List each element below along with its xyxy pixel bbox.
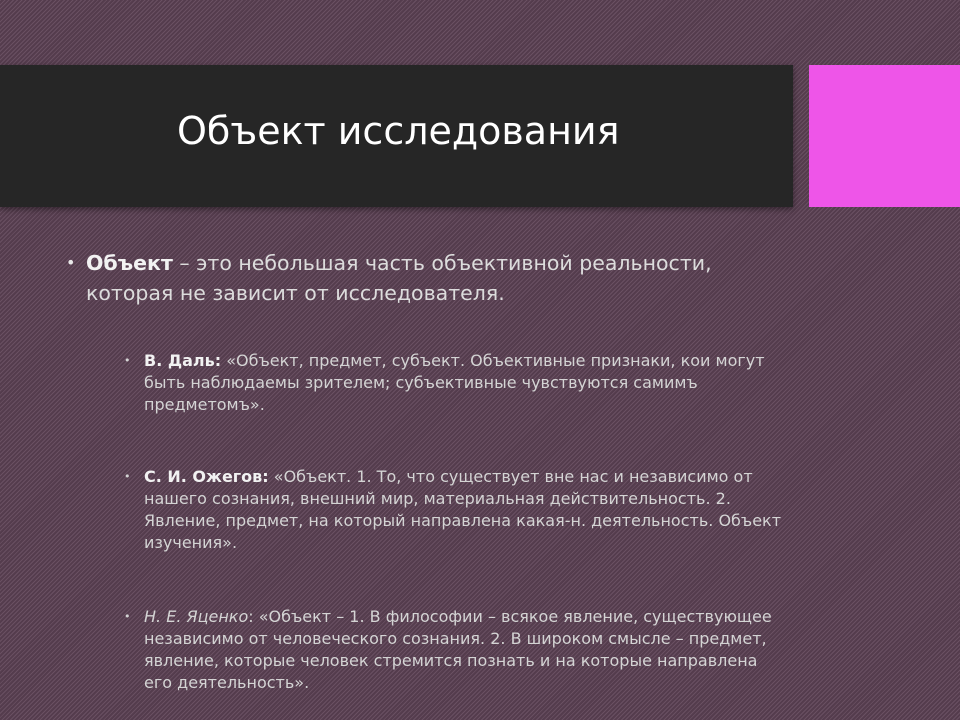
quote-author: Н. Е. Яценко	[144, 607, 249, 626]
definition-term: Объект	[86, 251, 173, 275]
quote-author: С. И. Ожегов:	[144, 467, 269, 486]
accent-box	[809, 65, 960, 207]
slide-title: Объект исследования	[177, 109, 620, 153]
quote-item-dal	[124, 350, 786, 416]
bullet-icon: •	[124, 610, 131, 623]
quote-text: «Объект, предмет, субъект. Объективные признаки, кои могут быть наблюдаемы зрителем; субъективные чувствуются самимъ предметомъ».	[144, 351, 765, 414]
quote-item-ozhegov	[124, 466, 786, 554]
quote-text: «Объект. 1. То, что существует вне нас и независимо от нашего сознания, внешний мир, материальная действительность. 2. Явление, предмет, на который направлена какая-н. деятельность. Объект изучения».	[144, 467, 782, 552]
definition-item	[66, 248, 786, 308]
bullet-icon: •	[124, 470, 131, 483]
definition-text: – это небольшая часть объективной реальности, которая не зависит от исследователя.	[86, 251, 712, 305]
bullet-icon: •	[66, 253, 76, 272]
bullet-icon: •	[124, 354, 131, 367]
slide-content	[66, 248, 786, 694]
quote-text: : «Объект – 1. В философии – всякое явление, существующее независимо от человеческого сознания. 2. В широком смысле – предмет, явление, которые человек стремится познать и на которые направлена его деятельность».	[144, 607, 772, 692]
quote-item-yatsenko	[124, 606, 786, 694]
quote-author: В. Даль:	[144, 351, 222, 370]
